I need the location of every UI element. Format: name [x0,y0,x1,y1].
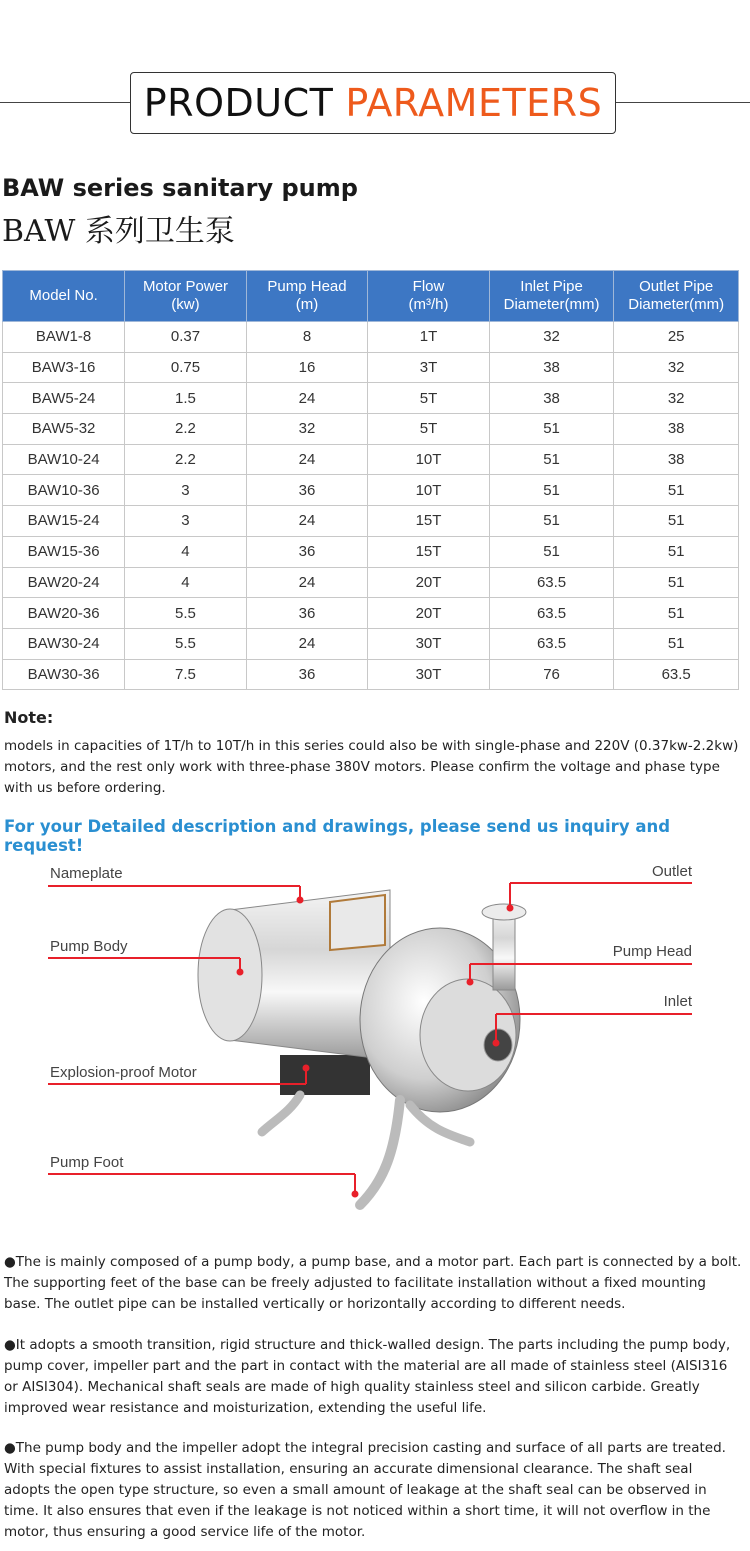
value-cell: 32 [614,383,739,414]
value-cell: 32 [246,414,367,445]
description-paragraph-3: ●The pump body and the impeller adopt the integral precision casting and surface of all parts are treated. With special fixtures to assist installation, ensuring an accurate dimensional clearance. The shaft seal adopts the open type structure, so even a small amount of leakage at the shaft seal can be observed in time. It also ensures that even if the leakage is not noticed within a short time, it will not overflow in the motor, thus ensuring a good service life of the motor. [4,1440,726,1540]
label-nameplate: Nameplate [50,865,123,882]
parameters-table [2,270,739,690]
motor-block [280,1055,370,1095]
value-cell: 3 [125,506,247,537]
value-cell: 5T [368,414,490,445]
value-cell: 38 [614,414,739,445]
model-cell: BAW10-36 [3,475,125,506]
value-cell: 51 [614,536,739,567]
outlet-pipe [493,910,515,990]
label-inlet: Inlet [663,993,692,1010]
series-title-en: BAW series sanitary pump [2,174,358,202]
value-cell: 15T [368,536,490,567]
value-cell: 20T [368,598,490,629]
value-cell: 63.5 [489,598,614,629]
header-cell: Inlet Pipe Diameter(mm) [489,271,614,322]
callout-dot-motor [303,1065,310,1072]
header-rule-left [0,102,130,103]
foot-front [360,1100,400,1205]
value-cell: 24 [246,383,367,414]
header-cell: Model No. [3,271,125,322]
value-cell: 25 [614,322,739,353]
model-cell: BAW1-8 [3,322,125,353]
model-cell: BAW30-24 [3,628,125,659]
model-cell: BAW3-16 [3,352,125,383]
label-pump-head: Pump Head [612,943,692,960]
label-pump-foot: Pump Foot [50,1154,124,1171]
header-cell: Outlet Pipe Diameter(mm) [614,271,739,322]
value-cell: 51 [614,567,739,598]
table-row [3,567,739,598]
model-cell: BAW15-36 [3,536,125,567]
section-header [130,72,616,134]
value-cell: 51 [489,536,614,567]
table-row [3,475,739,506]
outlet-flange [482,904,526,920]
value-cell: 10T [368,475,490,506]
table-row [3,598,739,629]
value-cell: 36 [246,536,367,567]
table-row [3,383,739,414]
value-cell: 63.5 [489,628,614,659]
table-row [3,444,739,475]
value-cell: 63.5 [614,659,739,690]
value-cell: 38 [489,352,614,383]
value-cell: 24 [246,506,367,537]
header-cell: Pump Head (m) [246,271,367,322]
model-cell: BAW15-24 [3,506,125,537]
header-cell: Motor Power (kw) [125,271,247,322]
value-cell: 3T [368,352,490,383]
nameplate-shape [330,895,385,950]
foot-left [262,1095,300,1132]
description-paragraph-1: ●The is mainly composed of a pump body, a pump base, and a motor part. Each part is connected by a bolt. The supporting feet of the base can be freely adjusted to facilitate installation without a fixed mounting base. The outlet pipe can be installed vertically or horizontally according to different needs. [4,1254,742,1312]
value-cell: 2.2 [125,444,247,475]
value-cell: 51 [489,444,614,475]
value-cell: 2.2 [125,414,247,445]
value-cell: 0.75 [125,352,247,383]
value-cell: 5T [368,383,490,414]
value-cell: 51 [614,628,739,659]
model-cell: BAW20-36 [3,598,125,629]
label-explosion-proof-motor: Explosion-proof Motor [50,1064,197,1081]
table-row [3,536,739,567]
callout-dot-pump-body [237,969,244,976]
value-cell: 38 [489,383,614,414]
value-cell: 36 [246,598,367,629]
value-cell: 20T [368,567,490,598]
model-cell: BAW30-36 [3,659,125,690]
value-cell: 51 [614,598,739,629]
table-row [3,322,739,353]
value-cell: 1.5 [125,383,247,414]
value-cell: 51 [489,506,614,537]
header-word-product: PRODUCT [143,81,334,125]
callout-dot-inlet [493,1040,500,1047]
value-cell: 24 [246,628,367,659]
value-cell: 0.37 [125,322,247,353]
label-pump-body: Pump Body [50,938,128,955]
pump-diagram [0,850,750,1230]
value-cell: 51 [614,475,739,506]
value-cell: 30T [368,659,490,690]
table-row [3,628,739,659]
pump-body-end [198,909,262,1041]
value-cell: 51 [489,414,614,445]
value-cell: 24 [246,444,367,475]
value-cell: 7.5 [125,659,247,690]
table-row [3,414,739,445]
label-outlet: Outlet [651,863,692,880]
value-cell: 76 [489,659,614,690]
model-cell: BAW20-24 [3,567,125,598]
value-cell: 24 [246,567,367,598]
value-cell: 38 [614,444,739,475]
model-cell: BAW10-24 [3,444,125,475]
value-cell: 15T [368,506,490,537]
callout-dot-pump-foot [352,1191,359,1198]
note-title: Note: [4,708,54,727]
value-cell: 5.5 [125,628,247,659]
value-cell: 1T [368,322,490,353]
callout-dot-pump-head [467,979,474,986]
value-cell: 36 [246,659,367,690]
table-row [3,659,739,690]
value-cell: 4 [125,536,247,567]
value-cell: 5.5 [125,598,247,629]
value-cell: 8 [246,322,367,353]
value-cell: 30T [368,628,490,659]
value-cell: 32 [489,322,614,353]
value-cell: 32 [614,352,739,383]
table-row [3,352,739,383]
model-cell: BAW5-24 [3,383,125,414]
header-cell: Flow (m³/h) [368,271,490,322]
model-cell: BAW5-32 [3,414,125,445]
description-paragraph-2: ●It adopts a smooth transition, rigid structure and thick-walled design. The parts including the pump body, pump cover, impeller part and the part in contact with the material are all made of stainless steel (AISI316 or AISI304). Mechanical shaft seals are made of high quality stainless steel and silicon carbide. Greatly improved wear resistance and moisturization, extending the useful life. [4,1337,731,1416]
header-word-parameters: PARAMETERS [345,81,603,125]
value-cell: 51 [614,506,739,537]
value-cell: 10T [368,444,490,475]
value-cell: 63.5 [489,567,614,598]
value-cell: 51 [489,475,614,506]
callout-dot-nameplate [297,897,304,904]
value-cell: 4 [125,567,247,598]
pump-illustration [0,850,750,1230]
note-body: models in capacities of 1T/h to 10T/h in this series could also be with single-phase and 220V (0.37kw-2.2kw) motors, and the rest only work with three-phase 380V motors. Please confirm the voltage and phase type with us before ordering. [4,738,739,796]
series-title-cn: BAW 系列卫生泵 [2,214,235,249]
header-rule-right [614,102,750,103]
table-header-row [3,271,739,322]
value-cell: 3 [125,475,247,506]
value-cell: 36 [246,475,367,506]
inquiry-cta: For your Detailed description and drawings, please send us inquiry and request! [4,817,671,855]
callout-dot-outlet [507,905,514,912]
value-cell: 16 [246,352,367,383]
table-row [3,506,739,537]
